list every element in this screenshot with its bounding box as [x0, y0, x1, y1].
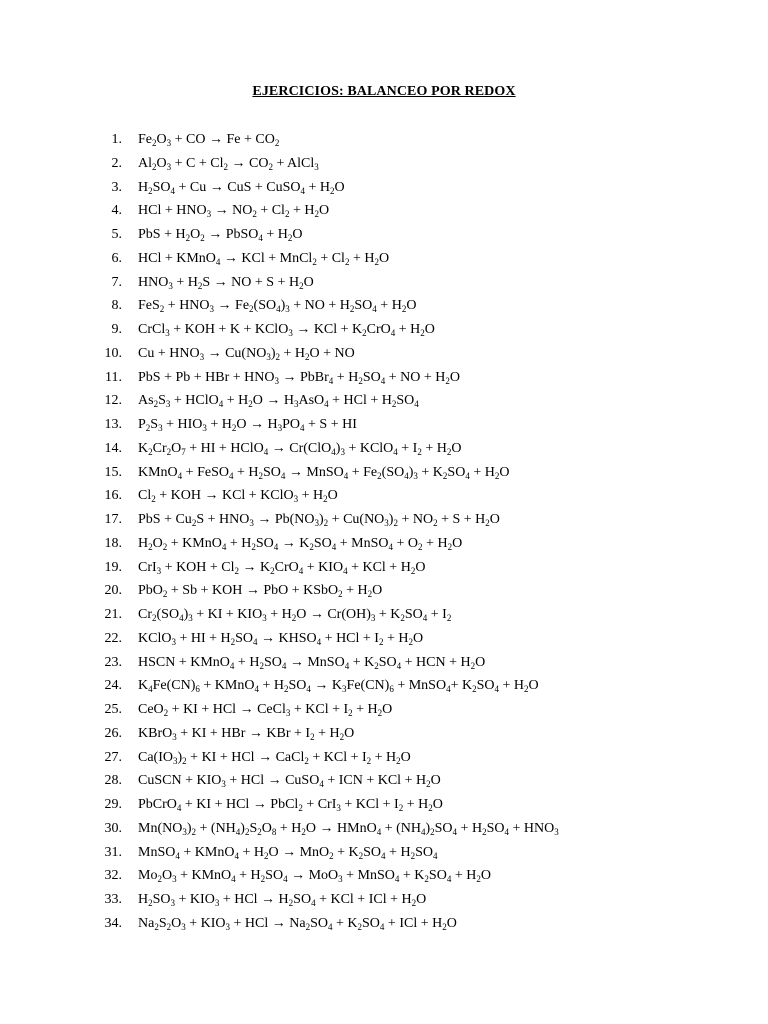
- exercise-number: 25.: [104, 702, 122, 717]
- exercise-number: 7.: [111, 274, 122, 290]
- exercise-number: 12.: [104, 393, 122, 409]
- exercise-number: 32.: [104, 868, 122, 884]
- exercise-equation: CeO$_2$ + KI + HCl → CeCl$_3$ + KCl + $I_2 + H_2O$: [138, 702, 393, 718]
- exercise-equation: KMnO$_4$ + FeSO$_4$ + $H_2SO_4$ → MnSO$_4$ + $Fe_2(SO_4)_3 + K_2SO_4 + H_2O$: [138, 464, 510, 481]
- exercise-item: [0, 508, 768, 532]
- exercise-equation: HSCN + KMnO$_4$ + $H_2SO_4$ → MnSO$_4$ + $K_2SO_4$ + HCN + $H_2O$: [138, 654, 486, 671]
- exercise-equation: PbO$_2$ + Sb + KOH → PbO + KSbO$_2$ + $H_2O$: [138, 583, 383, 600]
- exercise-equation: $Ca(IO_3)_2$ + KI + HCl → CaCl$_2$ + KCl + $I_2 + H_2O$: [138, 749, 411, 766]
- exercise-number: 3.: [111, 179, 122, 195]
- exercise-item: [0, 484, 768, 508]
- exercise-item: [0, 793, 768, 817]
- exercise-equation: $H_2O_2$ + KMnO$_4$ + $H_2SO_4 \to K_2SO_4$ + MnSO$_4$ + $O_2 + H_2O$: [138, 535, 463, 552]
- exercise-item: [0, 128, 768, 152]
- exercise-number: 30.: [104, 820, 122, 836]
- exercise-number: 31.: [104, 844, 122, 860]
- exercise-number: 16.: [104, 488, 122, 504]
- exercise-equation: CrI$_3$ + KOH + $Cl_2 \to K_2CrO_4 + KIO_4$ + KCl + $H_2O$: [138, 559, 426, 576]
- exercise-number: 34.: [104, 915, 122, 931]
- exercise-number: 11.: [105, 369, 122, 385]
- exercise-equation: $Mo_2O_3$ + KMnO$_4$ + $H_2SO_4 \to MoO_3$ + MnSO$_4$ + $K_2SO_4 + H_2O$: [138, 868, 491, 885]
- exercise-number: 6.: [111, 250, 122, 266]
- exercise-equation: KBrO$_3$ + KI + HBr → KBr + $I_2 + H_2O$: [138, 725, 355, 742]
- exercise-equation: $Cl_2$ + KOH → KCl + KClO$_3$ + $H_2O$: [138, 488, 338, 505]
- exercise-equation: PbS + $H_2O_2$ → PbSO$_4$ + $H_2O$: [138, 227, 303, 243]
- exercise-number: 15.: [104, 464, 122, 480]
- exercise-item: [0, 698, 768, 722]
- exercise-equation: PbS + $Cu_2S + HNO_3 \to Pb(NO_3)_2 + Cu(NO_3)_2 + NO_2 + S + H_2O$: [138, 512, 500, 528]
- exercise-equation: $FeS_2 + HNO_3 \to Fe_2(SO_4)_3$ + NO + $H_2SO_4 + H_2O$: [138, 298, 417, 315]
- exercise-number: 8.: [111, 298, 122, 314]
- exercise-equation: $Fe_2O_3$ + CO → $Fe + CO_2$: [138, 132, 280, 148]
- exercise-equation: $Al_2O_3 + C + Cl_2 \to CO_2$ + AlCl$_3$: [138, 155, 319, 172]
- exercise-number: 18.: [104, 535, 122, 551]
- exercise-equation: $HNO_3 + H_2S$ → NO + $S + H_2O$: [138, 274, 314, 291]
- exercise-number: 13.: [104, 417, 122, 432]
- exercise-equation: $Na_2S_2O_3 + KIO_3$ + HCl → $Na_2SO_4 + K_2SO_4$ + ICl + $H_2O$: [138, 915, 457, 932]
- exercise-list: [0, 128, 768, 936]
- exercise-item: [0, 603, 768, 627]
- exercise-equation: $P_2S_3 + HIO_3 + H_2O \to H_3PO_4 + S$ + HI: [138, 417, 357, 433]
- exercise-equation: $K_2Cr_2O_7$ + HI + HClO$_4$ → $Cr(ClO_4)_3$ + KClO$_4$ + $I_2 + H_2O$: [138, 440, 462, 457]
- exercise-item: [0, 413, 768, 437]
- exercise-number: 1.: [111, 132, 122, 147]
- exercise-item: [0, 199, 768, 223]
- exercise-equation: HCl + $HNO_3 \to NO_2 + Cl_2 + H_2O$: [138, 203, 330, 220]
- exercise-number: 29.: [104, 797, 122, 812]
- exercise-equation: KClO$_3$ + HI + $H_2SO_4$ → $KHSO_4$ + HCl + $I_2 + H_2O$: [138, 630, 424, 647]
- exercise-item: [0, 579, 768, 603]
- exercise-item: [0, 556, 768, 580]
- exercise-item: [0, 769, 768, 793]
- exercise-number: 20.: [104, 583, 122, 599]
- exercise-number: 10.: [104, 345, 122, 361]
- exercise-item: [0, 651, 768, 675]
- exercise-equation: $Mn(NO_3)_2 + (NH_4)_2S_2O_8 + H_2O$ → HMnO$_4$ + $(NH_4)_2SO_4 + H_2SO_4 + HNO_3$: [138, 820, 559, 837]
- exercise-number: 2.: [111, 155, 122, 171]
- exercise-number: 9.: [111, 322, 122, 337]
- exercise-equation: PbCrO$_4$ + KI + HCl → PbCl$_2$ + CrI$_3$ + KCl + $I_2 + H_2O$: [138, 797, 443, 813]
- exercise-equation: CuSCN + $KIO_3$ + HCl → CuSO$_4$ + ICN + KCl + $H_2O$: [138, 773, 441, 790]
- exercise-item: [0, 674, 768, 698]
- exercise-number: 33.: [104, 892, 122, 907]
- exercise-number: 27.: [104, 749, 122, 765]
- exercise-item: [0, 746, 768, 770]
- exercise-equation: HCl + KMnO$_4$ → KCl + MnCl$_2$ + $Cl_2 + H_2O$: [138, 250, 390, 267]
- exercise-item: [0, 532, 768, 556]
- exercise-item: [0, 294, 768, 318]
- exercise-number: 5.: [111, 227, 122, 242]
- exercise-item: [0, 912, 768, 936]
- exercise-item: [0, 841, 768, 865]
- exercise-number: 4.: [111, 203, 122, 219]
- exercise-item: [0, 627, 768, 651]
- exercise-equation: $As_2S_3$ + HClO$_4$ + $H_2O \to H_3AsO_4$ + HCl + $H_2SO_4$: [138, 393, 419, 410]
- exercise-number: 17.: [104, 512, 122, 527]
- exercise-number: 28.: [104, 773, 122, 789]
- exercise-item: [0, 271, 768, 295]
- exercise-equation: $H_2SO_3 + KIO_3$ + HCl → $H_2SO_4$ + KCl + ICl + $H_2O$: [138, 892, 427, 908]
- exercise-equation: PbS + Pb + HBr + $HNO_3$ → PbBr$_4$ + $H_2SO_4$ + NO + $H_2O$: [138, 369, 460, 386]
- exercise-number: 21.: [104, 607, 122, 622]
- exercise-number: 14.: [104, 440, 122, 456]
- exercise-item: [0, 247, 768, 271]
- exercise-item: [0, 817, 768, 841]
- exercise-item: [0, 864, 768, 888]
- exercise-item: [0, 342, 768, 366]
- exercise-equation: CrCl$_3$ + KOH + K + KClO$_3$ → KCl + $K_2CrO_4 + H_2O$: [138, 322, 435, 338]
- exercise-item: [0, 366, 768, 390]
- exercise-number: 23.: [104, 654, 122, 670]
- exercise-item: [0, 318, 768, 342]
- exercise-number: 24.: [104, 678, 122, 694]
- exercise-item: [0, 176, 768, 200]
- exercise-number: 22.: [104, 630, 122, 646]
- exercise-equation: MnSO$_4$ + KMnO$_4$ + $H_2O \to MnO_2 + K_2SO_4 + H_2SO_4$: [138, 844, 438, 861]
- exercise-number: 19.: [104, 559, 122, 575]
- exercise-equation: $Cr_2(SO_4)_3$ + KI + $KIO_3 + H_2O \to Cr(OH)_3 + K_2SO_4 + I_2$: [138, 607, 452, 623]
- exercise-equation: $H_2SO_4 + Cu$ → CuS + CuSO$_4$ + $H_2O$: [138, 179, 345, 196]
- exercise-item: [0, 223, 768, 247]
- exercise-item: [0, 437, 768, 461]
- exercise-item: [0, 389, 768, 413]
- exercise-equation: $K_4Fe(CN)_6$ + KMnO$_4$ + $H_2SO_4 \to K_3Fe(CN)_6$ + MnSO$_4$+ $K_2SO_4 + H_2O$: [138, 678, 539, 695]
- exercise-item: [0, 722, 768, 746]
- exercise-item: [0, 888, 768, 912]
- exercise-item: [0, 152, 768, 176]
- exercise-item: [0, 461, 768, 485]
- exercise-number: 26.: [104, 725, 122, 741]
- exercise-equation: $Cu + HNO_3 \to Cu(NO_3)_2 + H_2O$ + NO: [138, 345, 355, 362]
- page-title: EJERCICIOS: BALANCEO POR REDOX: [252, 84, 516, 99]
